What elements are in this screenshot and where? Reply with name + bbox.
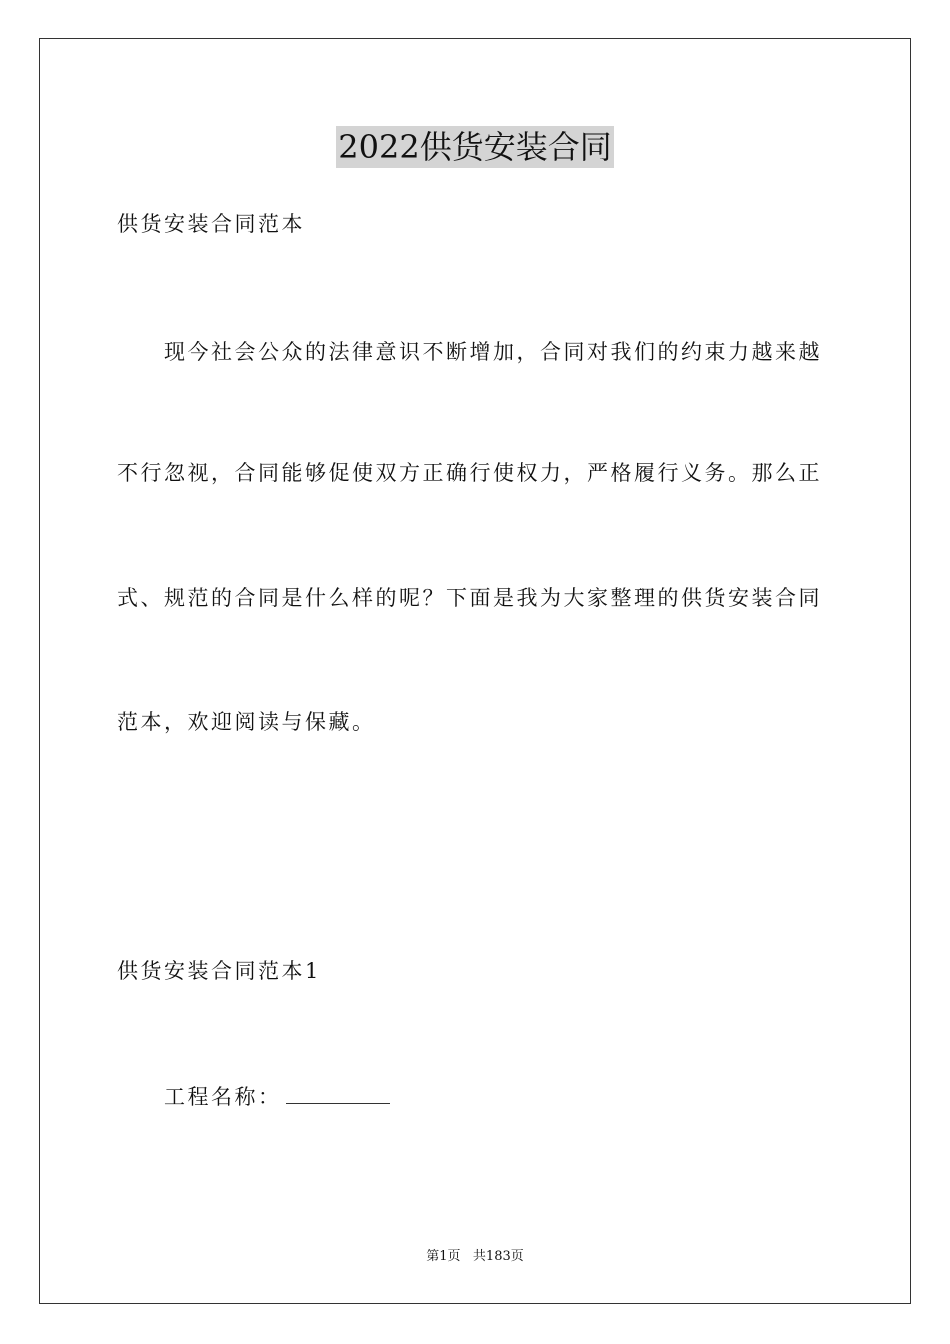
intro-line-1: 现今社会公众的法律意识不断增加，合同对我们的约束力越来越 [164,340,822,364]
intro-line-4: 范本，欢迎阅读与保藏。 [117,710,376,734]
project-name-row [164,1081,390,1112]
intro-line-3: 式、规范的合同是什么样的呢？下面是我为大家整理的供货安装合同 [117,586,822,610]
document-subtitle: 供货安装合同范本 [117,212,305,236]
page-number: 第1页 [426,1249,461,1264]
intro-line-2: 不行忽视，合同能够促使双方正确行使权力，严格履行义务。那么正 [117,461,822,485]
section-heading: 供货安装合同范本1 [117,959,321,983]
project-name-blank [286,1081,390,1104]
document-title-text: 2022供货安装合同 [338,128,612,166]
project-name-label: 工程名称： [164,1085,282,1109]
page-footer [0,1248,950,1266]
document-title [0,126,950,168]
page-total: 共183页 [472,1249,524,1264]
